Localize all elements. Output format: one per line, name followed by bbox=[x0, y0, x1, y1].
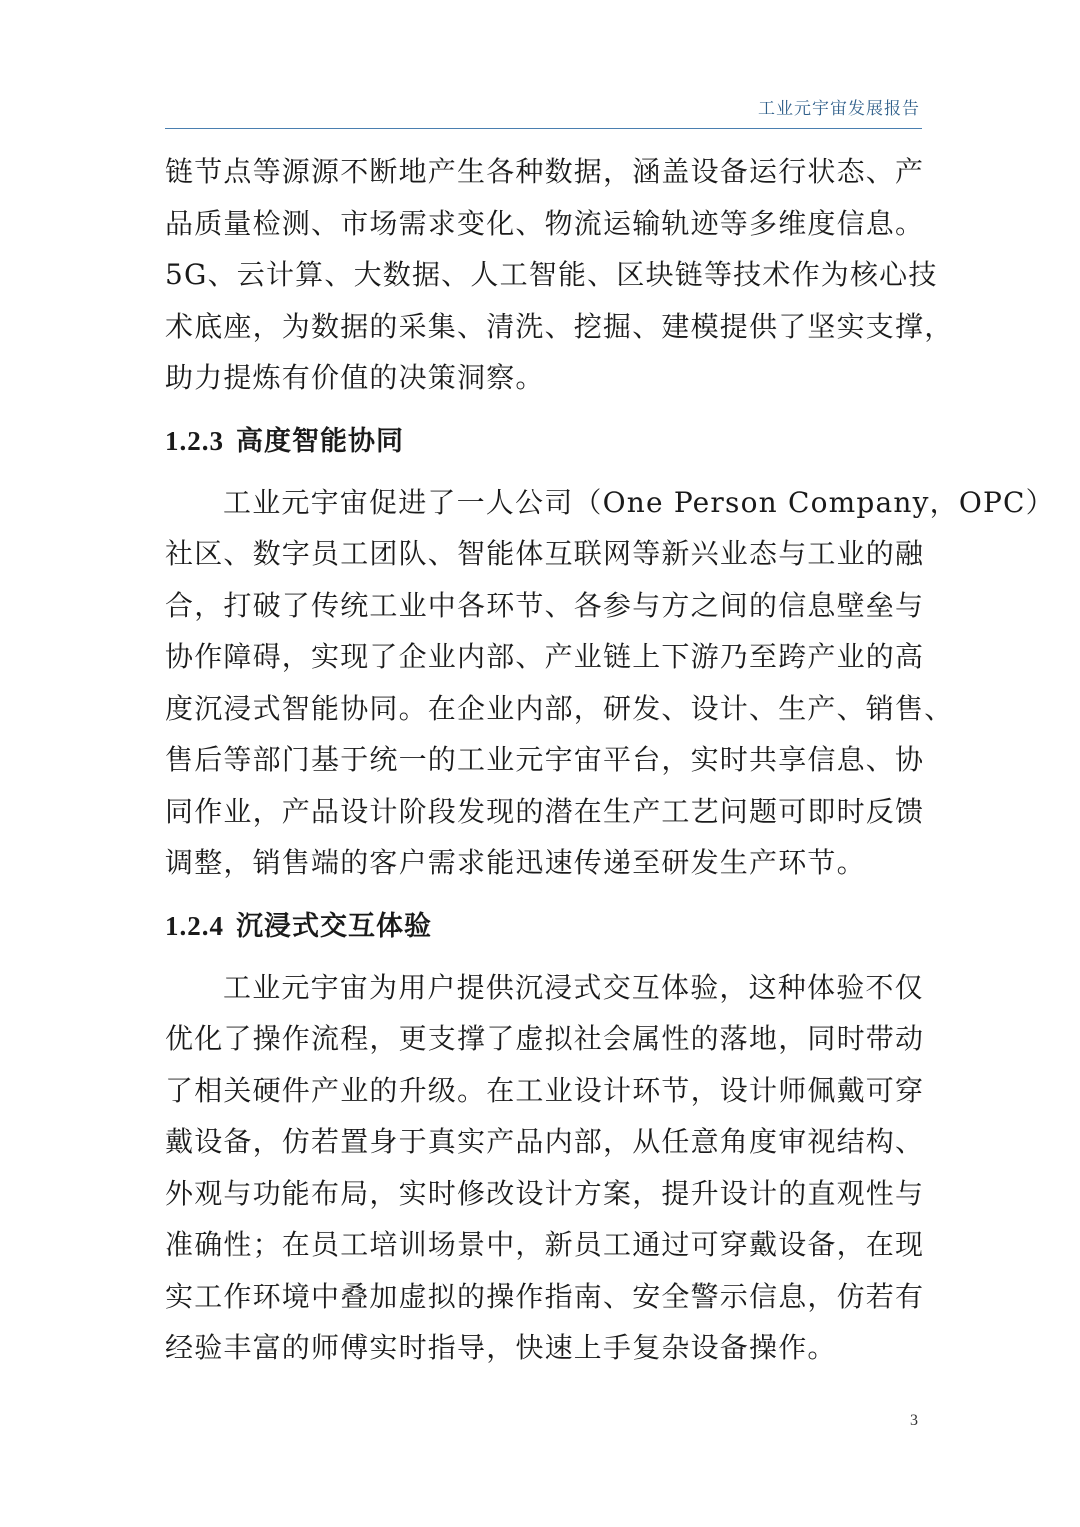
paragraph-line: 链节点等源源不断地产生各种数据，涵盖设备运行状态、产 bbox=[165, 155, 925, 188]
section-title: 沉浸式交互体验 bbox=[236, 910, 432, 942]
section-number: 1.2.4 bbox=[165, 910, 224, 941]
paragraph-intelligent-collaboration bbox=[165, 477, 1055, 889]
paragraph-line: 品质量检测、市场需求变化、物流运输轨迹等多维度信息。 bbox=[165, 206, 925, 240]
paragraph-line: 术底座，为数据的采集、清洗、挖掘、建模提供了坚实支撑， bbox=[165, 309, 954, 343]
paragraph-line: 经验丰富的师傅实时指导，快速上手复杂设备操作。 bbox=[165, 1331, 837, 1364]
page-content bbox=[165, 146, 1055, 1374]
paragraph-line: 助力提炼有价值的决策洞察。 bbox=[165, 361, 545, 394]
paragraph-line: 准确性；在员工培训场景中，新员工通过可穿戴设备，在现 bbox=[165, 1228, 925, 1261]
paragraph-line: 了相关硬件产业的升级。在工业设计环节，设计师佩戴可穿 bbox=[165, 1073, 925, 1107]
paragraph-line: 售后等部门基于统一的工业元宇宙平台，实时共享信息、协 bbox=[165, 743, 925, 776]
paragraph-line: 实工作环境中叠加虚拟的操作指南、安全警示信息，仿若有 bbox=[165, 1279, 925, 1313]
section-heading-1-2-3 bbox=[165, 423, 922, 460]
paragraph-data-sources bbox=[165, 146, 954, 404]
paragraph-line: 工业元宇宙促进了一人公司（One Person Company，OPC） bbox=[223, 485, 1055, 519]
paragraph-line: 合，打破了传统工业中各环节、各参与方之间的信息壁垒与 bbox=[165, 588, 925, 622]
paragraph-line: 调整，销售端的客户需求能迅速传递至研发生产环节。 bbox=[165, 846, 866, 879]
paragraph-line: 优化了操作流程，更支撑了虚拟社会属性的落地，同时带动 bbox=[165, 1022, 925, 1055]
header-rule bbox=[165, 128, 922, 129]
page-number: 3 bbox=[910, 1412, 918, 1429]
paragraph-line: 5G、云计算、大数据、人工智能、区块链等技术作为核心技 bbox=[165, 258, 938, 291]
section-title: 高度智能协同 bbox=[236, 425, 404, 457]
section-heading-1-2-4 bbox=[165, 908, 922, 945]
paragraph-line: 协作障碍，实现了企业内部、产业链上下游乃至跨产业的高 bbox=[165, 640, 925, 673]
paragraph-line: 度沉浸式智能协同。在企业内部，研发、设计、生产、销售、 bbox=[165, 691, 954, 725]
paragraph-line: 同作业，产品设计阶段发现的潜在生产工艺问题可即时反馈 bbox=[165, 794, 925, 828]
paragraph-line: 外观与功能布局，实时修改设计方案，提升设计的直观性与 bbox=[165, 1176, 925, 1210]
paragraph-immersive-interaction bbox=[165, 962, 925, 1374]
running-header: 工业元宇宙发展报告 bbox=[758, 99, 920, 119]
paragraph-line: 社区、数字员工团队、智能体互联网等新兴业态与工业的融 bbox=[165, 537, 925, 570]
section-number: 1.2.3 bbox=[165, 425, 224, 456]
paragraph-line: 戴设备，仿若置身于真实产品内部，从任意角度审视结构、 bbox=[165, 1125, 925, 1158]
paragraph-line: 工业元宇宙为用户提供沉浸式交互体验，这种体验不仅 bbox=[223, 970, 924, 1004]
